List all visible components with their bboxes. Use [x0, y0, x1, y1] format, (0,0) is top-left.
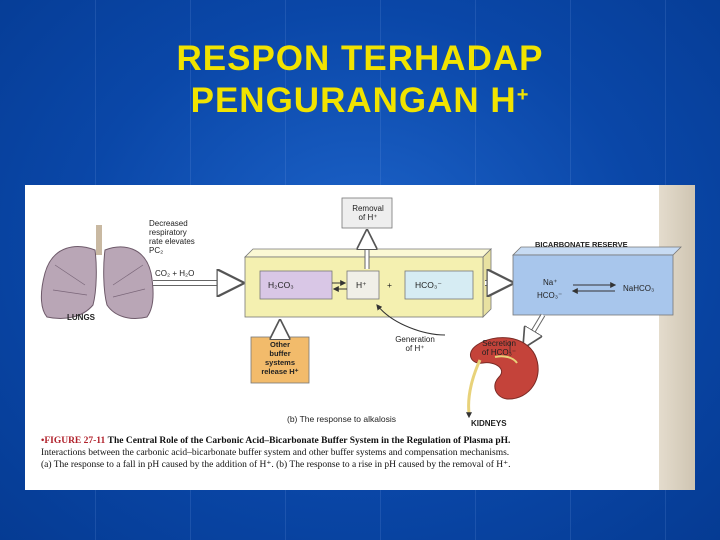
hco3-label: HCO₃⁻	[415, 280, 442, 290]
title-line-2	[0, 80, 720, 122]
lungs-note-line-1: Decreased	[149, 219, 188, 228]
kidneys-label: KIDNEYS	[471, 419, 507, 428]
co2-h2o-label: CO₂ + H₂O	[155, 269, 195, 278]
panel-b-caption: (b) The response to alkalosis	[287, 414, 396, 424]
other-buffer-line-4: release H⁺	[261, 367, 299, 376]
removal-label	[350, 204, 386, 222]
other-buffer-line-1: Other	[269, 340, 290, 349]
nahco3-label: NaHCO₃	[623, 284, 655, 293]
lungs-note-line-4: PC₂	[149, 246, 164, 255]
generation-line-1: Generation	[395, 335, 435, 344]
na-plus-label: Na⁺	[543, 278, 558, 287]
removal-line-1: Removal	[352, 204, 384, 213]
figure-number: •FIGURE 27-11	[41, 436, 106, 446]
generation-line-2: of H⁺	[405, 344, 425, 353]
secretion-line-1: Secretion	[482, 339, 516, 348]
h-plus-label: H⁺	[356, 280, 367, 290]
h2co3-label: H₂CO₃	[268, 280, 294, 290]
lungs-note-line-2: respiratory	[149, 228, 187, 237]
other-buffer-label	[253, 340, 307, 376]
title-superscript: +	[516, 84, 530, 106]
figure-title: The Central Role of the Carbonic Acid–Bicarbonate Buffer System in the Regulation of Plasma pH.	[107, 436, 511, 446]
lungs-illustration	[41, 225, 153, 319]
hco3-reserve-label: HCO₃⁻	[537, 291, 563, 300]
lungs-label: LUNGS	[67, 313, 95, 322]
figure-caption-title	[41, 436, 510, 447]
lungs-note	[149, 219, 229, 255]
title-line-2-text: PENGURANGAN H	[190, 81, 517, 120]
generation-label	[385, 335, 445, 353]
buffer-system-figure	[25, 185, 695, 490]
figure-caption-line-3: (a) The response to a fall in pH caused by the addition of H⁺. (b) The response to a rise in pH caused by the removal of H⁺.	[41, 460, 511, 470]
other-buffer-line-2: buffer	[269, 349, 291, 358]
secretion-line-2: of HCO₃⁻	[481, 348, 517, 357]
bicarbonate-reserve-title: BICARBONATE RESERVE	[535, 240, 628, 249]
title-line-1: RESPON TERHADAP	[176, 39, 544, 78]
other-buffer-line-3: systems	[264, 358, 296, 367]
removal-line-2: of H⁺	[358, 213, 378, 222]
lungs-note-line-3: rate elevates	[149, 237, 195, 246]
slide-title	[0, 38, 720, 122]
plus-sign: +	[387, 280, 392, 290]
secretion-label	[469, 339, 529, 357]
figure-caption-line-2: Interactions between the carbonic acid–bicarbonate buffer system and other buffer systems and compensation mechanisms.	[41, 448, 510, 458]
